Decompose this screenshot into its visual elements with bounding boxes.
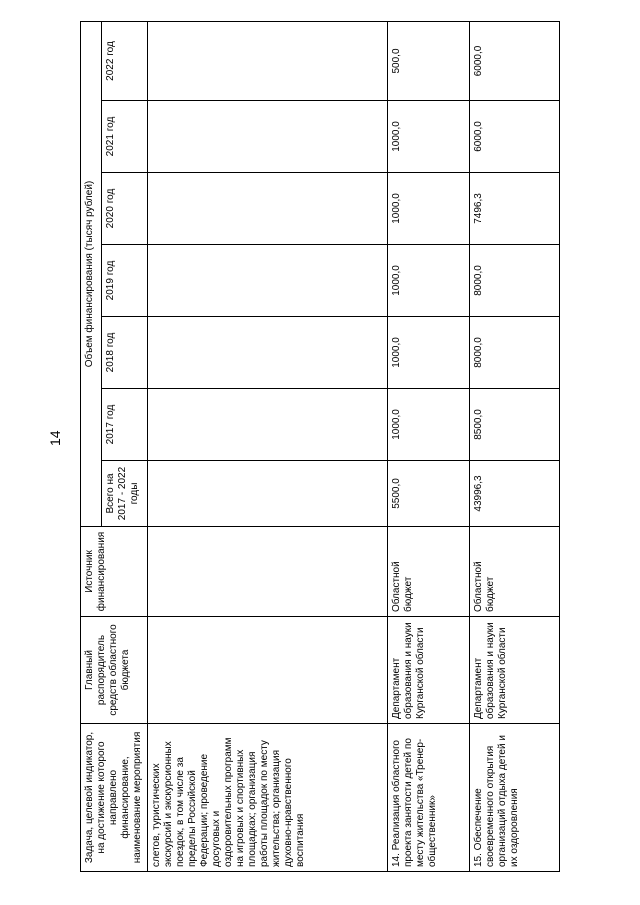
header-total: Всего на 2017 - 2022 годы [101, 461, 147, 527]
page-number: 14 [47, 430, 63, 446]
row-value: 8000,0 [470, 245, 560, 317]
row-value [148, 101, 388, 173]
header-year: 2017 год [101, 389, 147, 461]
row-value: 1000,0 [388, 173, 470, 245]
row-value: 500,0 [388, 21, 470, 100]
table-row [470, 21, 560, 871]
row-task: 15. Обеспечение своевременного открытия организаций отдыха детей и их оздоровления [470, 724, 560, 872]
header-year: 2021 год [101, 101, 147, 173]
header-year: 2018 год [101, 317, 147, 389]
header-source: Источник финансирования [81, 527, 148, 617]
row-manager: Департамент образования и науки Курганской области [470, 617, 560, 724]
row-value: 8500,0 [470, 389, 560, 461]
header-task: Задача, целевой индикатор, на достижение которого направлено финансирование, наименование мероприятия [81, 724, 148, 872]
table-row [148, 21, 388, 871]
row-manager [148, 617, 388, 724]
financing-table [80, 21, 560, 872]
rotated-page-content [80, 22, 550, 872]
row-source [148, 527, 388, 617]
row-value: 1000,0 [388, 245, 470, 317]
table-row [388, 21, 470, 871]
row-total: 5500,0 [388, 461, 470, 527]
row-value [148, 173, 388, 245]
header-volume: Объем финансирования (тысяч рублей) [81, 21, 102, 526]
row-manager: Департамент образования и науки Курганской области [388, 617, 470, 724]
row-total: 43996,3 [470, 461, 560, 527]
row-value [148, 389, 388, 461]
row-value: 8000,0 [470, 317, 560, 389]
header-year: 2020 год [101, 173, 147, 245]
row-value: 1000,0 [388, 101, 470, 173]
row-value: 6000,0 [470, 21, 560, 100]
row-total [148, 461, 388, 527]
header-row-1 [81, 21, 102, 871]
row-value: 1000,0 [388, 317, 470, 389]
row-source: Областной бюджет [388, 527, 470, 617]
row-value [148, 21, 388, 100]
row-value: 7496,3 [470, 173, 560, 245]
row-value [148, 317, 388, 389]
row-task: 14. Реализация областного проекта занятости детей по месту жительства «Тренер-общественник» [388, 724, 470, 872]
row-source: Областной бюджет [470, 527, 560, 617]
row-value [148, 245, 388, 317]
row-task: слетов, туристических экскурсий и экскурсионных поездок, в том числе за пределы Российской Федерации; проведение досуговых и оздоровительных программ на игровых и спортивных площадках; организация работы площадок по месту жительства; организация духовно-нравственного воспитания [148, 724, 388, 872]
header-year: 2022 год [101, 21, 147, 100]
header-year: 2019 год [101, 245, 147, 317]
row-value: 6000,0 [470, 101, 560, 173]
row-value: 1000,0 [388, 389, 470, 461]
header-manager: Главный распорядитель средств областного бюджета [81, 617, 148, 724]
